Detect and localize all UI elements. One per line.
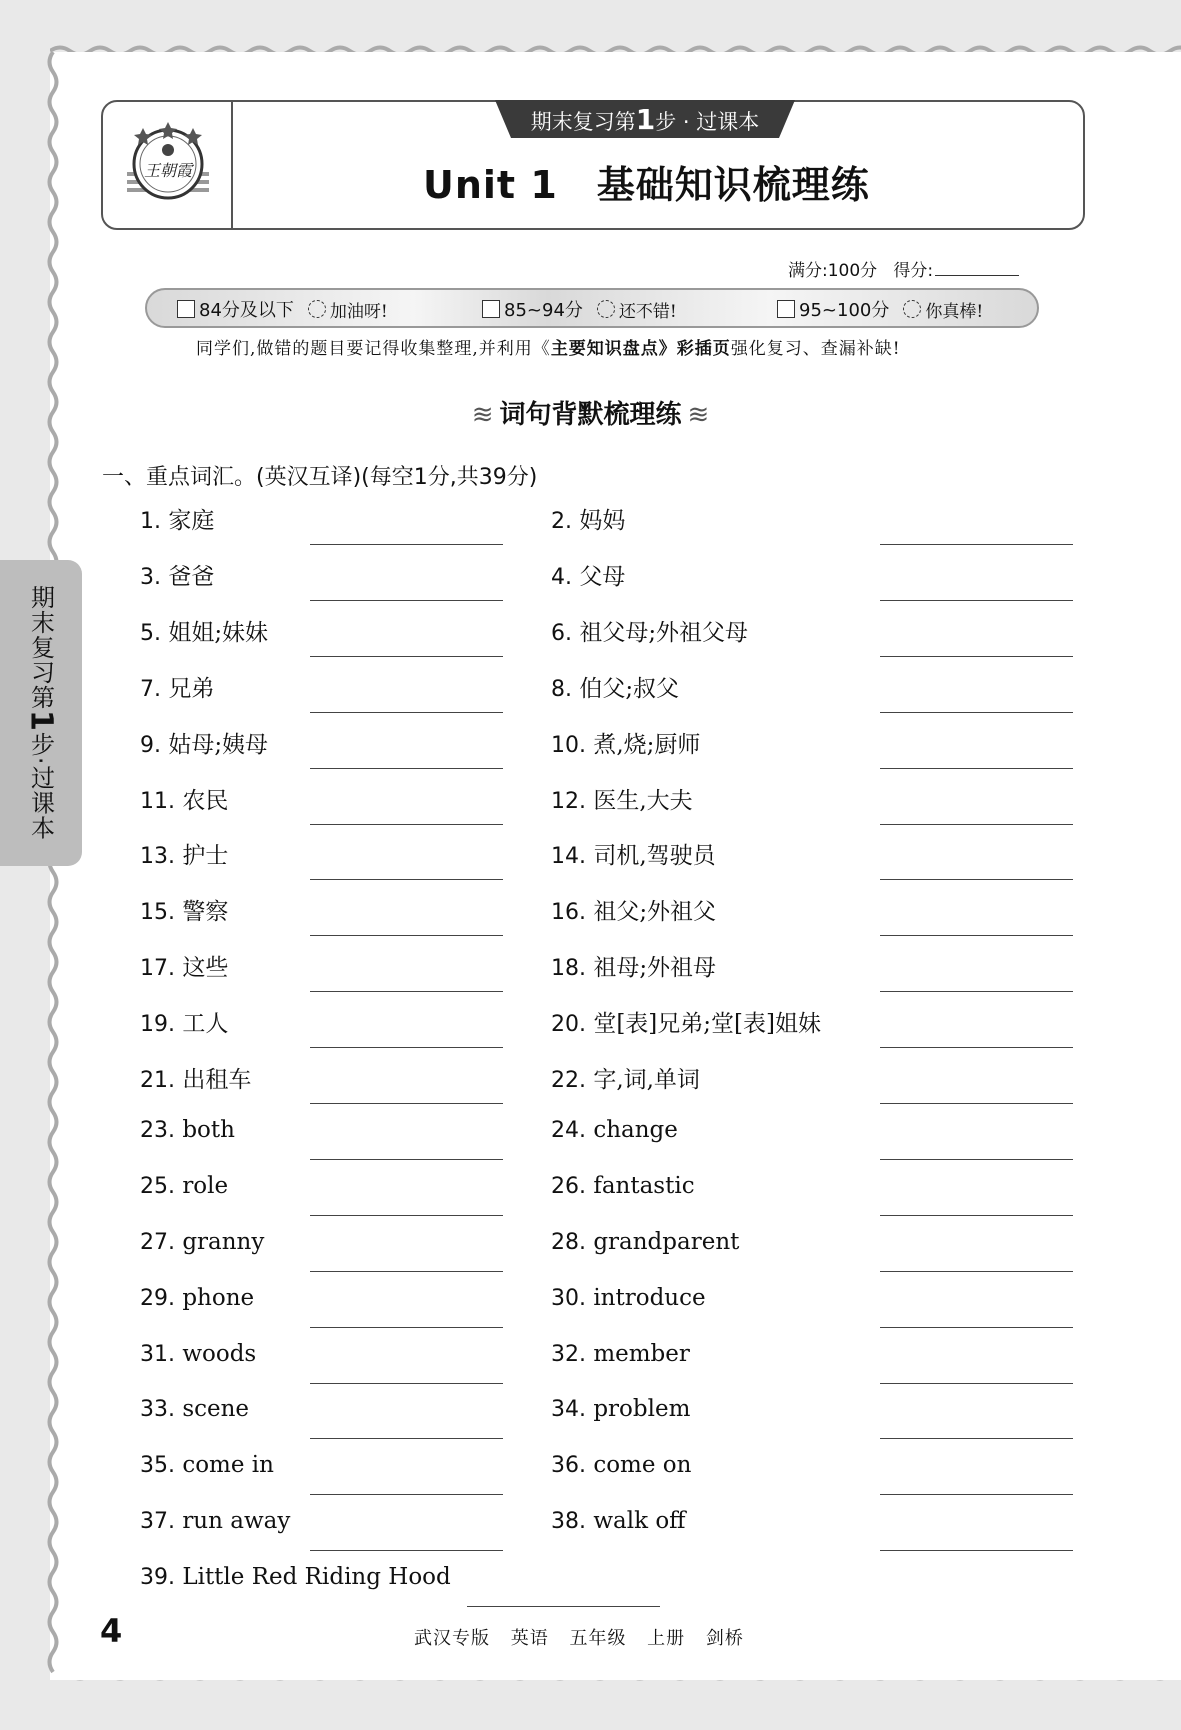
vocab-item bbox=[551, 1061, 700, 1094]
side-tab-pre: 期末复习第 bbox=[26, 585, 55, 711]
grade-mid-range: 85~94分 bbox=[504, 300, 583, 321]
vocab-item bbox=[551, 782, 693, 815]
answer-blank[interactable] bbox=[310, 824, 503, 825]
answer-blank[interactable] bbox=[880, 768, 1073, 769]
item-text: come on bbox=[593, 1452, 692, 1479]
grade-high-range: 95~100分 bbox=[799, 300, 890, 321]
item-text: role bbox=[182, 1172, 229, 1199]
vocab-item bbox=[551, 1341, 690, 1367]
answer-blank[interactable] bbox=[310, 1383, 503, 1384]
vocab-item bbox=[551, 670, 679, 703]
answer-blank[interactable] bbox=[880, 1494, 1073, 1495]
answer-blank[interactable] bbox=[310, 1271, 503, 1272]
score-label: 得分: bbox=[893, 261, 934, 281]
answer-blank[interactable] bbox=[880, 544, 1073, 545]
answer-blank[interactable] bbox=[310, 1215, 503, 1216]
vocab-item bbox=[140, 1285, 254, 1311]
brand-logo-icon bbox=[123, 120, 213, 210]
answer-blank[interactable] bbox=[880, 1550, 1073, 1551]
item-text: problem bbox=[593, 1396, 691, 1423]
item-number: 36. bbox=[551, 1453, 586, 1479]
vocab-item bbox=[551, 1508, 686, 1534]
footer-text: 武汉专版 英语 五年级 上册 剑桥 bbox=[414, 1628, 744, 1649]
vocab-item bbox=[140, 1173, 228, 1199]
answer-blank[interactable] bbox=[310, 1159, 503, 1160]
item-text: introduce bbox=[593, 1284, 706, 1311]
item-number: 5. bbox=[140, 620, 161, 646]
item-number: 9. bbox=[140, 732, 161, 758]
vocab-item bbox=[140, 558, 214, 591]
answer-blank[interactable] bbox=[467, 1606, 660, 1607]
vocab-item bbox=[140, 1564, 451, 1590]
item-number: 10. bbox=[551, 732, 586, 758]
answer-blank[interactable] bbox=[880, 1383, 1073, 1384]
grade-mid bbox=[482, 296, 677, 322]
item-number: 35. bbox=[140, 1453, 175, 1479]
item-number: 25. bbox=[140, 1173, 175, 1199]
notice-text: 同学们,做错的题目要记得收集整理,并利用《主要知识盘点》彩插页强化复习、查漏补缺! bbox=[196, 339, 901, 359]
wave-deco-icon: ≋ bbox=[687, 400, 710, 430]
section-title: ≋ 词句背默梳理练 ≋ bbox=[471, 400, 710, 430]
grade-mid-cheer: 还不错! bbox=[618, 301, 677, 322]
vocab-item bbox=[140, 1229, 264, 1255]
item-number: 14. bbox=[551, 844, 586, 870]
item-text: 堂[表]兄弟;堂[表]姐妹 bbox=[593, 1011, 821, 1038]
answer-blank[interactable] bbox=[880, 1047, 1073, 1048]
answer-blank[interactable] bbox=[880, 879, 1073, 880]
item-text: 医生,大夫 bbox=[593, 787, 693, 814]
item-text: 农民 bbox=[182, 787, 229, 814]
item-number: 1. bbox=[140, 509, 161, 534]
item-number: 8. bbox=[551, 676, 572, 702]
item-number: 21. bbox=[140, 1068, 175, 1093]
item-number: 39. bbox=[140, 1565, 175, 1591]
item-text: 姑母;姨母 bbox=[168, 731, 269, 758]
vocab-item bbox=[551, 1396, 690, 1422]
answer-blank[interactable] bbox=[880, 600, 1073, 601]
item-text: 伯父;叔父 bbox=[579, 675, 680, 702]
answer-blank[interactable] bbox=[310, 768, 503, 769]
full-score-label: 满分:100分 bbox=[788, 261, 878, 281]
vocab-item bbox=[551, 949, 716, 982]
vocab-item bbox=[140, 1452, 274, 1478]
vocab-item bbox=[551, 614, 748, 647]
item-text: 祖父;外祖父 bbox=[593, 899, 717, 926]
vocab-item bbox=[140, 893, 228, 926]
side-tab-num: 1 bbox=[23, 710, 59, 733]
grade-high bbox=[777, 296, 983, 322]
vocab-item bbox=[551, 837, 716, 870]
item-text: member bbox=[593, 1340, 690, 1367]
face-icon bbox=[308, 300, 326, 318]
item-number: 3. bbox=[140, 564, 161, 590]
answer-blank[interactable] bbox=[880, 1271, 1073, 1272]
item-text: 煮,烧;厨师 bbox=[593, 731, 701, 758]
item-number: 19. bbox=[140, 1012, 175, 1038]
vocab-item bbox=[551, 1452, 691, 1478]
answer-blank[interactable] bbox=[880, 1327, 1073, 1328]
item-text: Little Red Riding Hood bbox=[182, 1564, 451, 1591]
item-number: 20. bbox=[551, 1012, 586, 1038]
item-number: 28. bbox=[551, 1229, 586, 1255]
vocab-item bbox=[551, 1229, 739, 1255]
item-text: 警察 bbox=[182, 899, 229, 926]
grade-mid-checkbox[interactable] bbox=[482, 300, 500, 318]
wave-deco-icon: ≋ bbox=[471, 400, 494, 430]
answer-blank[interactable] bbox=[310, 712, 503, 713]
vocab-item bbox=[551, 1173, 695, 1199]
left-wavy-border bbox=[46, 52, 60, 1680]
item-number: 32. bbox=[551, 1341, 586, 1367]
answer-blank[interactable] bbox=[880, 712, 1073, 713]
answer-blank[interactable] bbox=[310, 1103, 503, 1104]
item-number: 18. bbox=[551, 956, 586, 982]
item-text: both bbox=[182, 1116, 235, 1143]
grade-low-cheer: 加油呀! bbox=[329, 301, 388, 322]
grade-low bbox=[177, 296, 388, 322]
item-number: 4. bbox=[551, 564, 572, 590]
item-text: 父母 bbox=[579, 563, 626, 590]
face-icon bbox=[903, 300, 921, 318]
item-number: 7. bbox=[140, 676, 161, 702]
answer-blank[interactable] bbox=[880, 824, 1073, 825]
side-tab-post: 步·过课本 bbox=[26, 732, 55, 841]
item-text: 工人 bbox=[182, 1011, 229, 1038]
vocab-item bbox=[140, 1061, 251, 1094]
score-line bbox=[788, 256, 1019, 281]
answer-blank[interactable] bbox=[880, 935, 1073, 936]
item-number: 24. bbox=[551, 1117, 586, 1143]
answer-blank[interactable] bbox=[310, 1550, 503, 1551]
item-number: 2. bbox=[551, 509, 572, 534]
vocab-item bbox=[140, 670, 214, 703]
item-text: 这些 bbox=[182, 955, 229, 982]
answer-blank[interactable] bbox=[880, 656, 1073, 657]
logo-area bbox=[103, 102, 233, 228]
vocab-item bbox=[551, 1285, 706, 1311]
unit-header bbox=[101, 100, 1085, 230]
answer-blank[interactable] bbox=[310, 879, 503, 880]
answer-blank[interactable] bbox=[310, 656, 503, 657]
vocab-item bbox=[551, 1005, 821, 1038]
item-text: grandparent bbox=[593, 1228, 740, 1255]
vocab-item bbox=[140, 1396, 249, 1422]
answer-blank[interactable] bbox=[310, 1327, 503, 1328]
vocab-item bbox=[140, 949, 228, 982]
item-number: 17. bbox=[140, 956, 175, 982]
item-text: 祖母;外祖母 bbox=[593, 955, 717, 982]
item-number: 27. bbox=[140, 1229, 175, 1255]
item-text: 字,词,单词 bbox=[593, 1067, 700, 1093]
item-number: 11. bbox=[140, 788, 175, 814]
vocab-item bbox=[140, 1508, 290, 1534]
item-text: 祖父母;外祖父母 bbox=[579, 619, 749, 646]
item-text: fantastic bbox=[593, 1172, 695, 1199]
face-icon bbox=[597, 300, 615, 318]
page-number: 4 bbox=[100, 1612, 123, 1650]
side-chapter-tab bbox=[0, 560, 82, 866]
item-text: 司机,驾驶员 bbox=[593, 843, 716, 870]
answer-blank[interactable] bbox=[880, 1103, 1073, 1104]
score-blank[interactable] bbox=[935, 275, 1019, 276]
vocab-item bbox=[140, 782, 228, 815]
grade-bar bbox=[145, 288, 1039, 328]
grade-low-range: 84分及以下 bbox=[199, 300, 294, 321]
vocab-item bbox=[140, 1117, 235, 1143]
item-text: come in bbox=[182, 1452, 274, 1479]
item-text: 兄弟 bbox=[168, 675, 215, 702]
item-number: 22. bbox=[551, 1068, 586, 1093]
vocab-item bbox=[551, 558, 625, 591]
vocab-item bbox=[551, 502, 625, 535]
item-text: granny bbox=[182, 1228, 265, 1255]
grade-high-cheer: 你真棒! bbox=[925, 301, 984, 322]
answer-blank[interactable] bbox=[310, 600, 503, 601]
item-number: 16. bbox=[551, 900, 586, 926]
vocab-item bbox=[551, 893, 716, 926]
grade-low-checkbox[interactable] bbox=[177, 300, 195, 318]
item-number: 31. bbox=[140, 1341, 175, 1367]
answer-blank[interactable] bbox=[310, 991, 503, 992]
vocab-item bbox=[140, 1005, 228, 1038]
item-number: 29. bbox=[140, 1285, 175, 1311]
vocab-item bbox=[140, 614, 268, 647]
ribbon-label: 期末复习第1步 · 过课本 bbox=[530, 103, 760, 136]
item-text: 爸爸 bbox=[168, 563, 215, 590]
item-text: scene bbox=[182, 1396, 250, 1423]
item-text: 姐姐;妹妹 bbox=[168, 619, 269, 646]
item-number: 30. bbox=[551, 1285, 586, 1311]
item-text: woods bbox=[182, 1340, 257, 1367]
svg-text:王朝霞: 王朝霞 bbox=[143, 161, 193, 180]
page-title: Unit 1 基础知识梳理练 bbox=[423, 163, 870, 207]
grade-high-checkbox[interactable] bbox=[777, 300, 795, 318]
vocab-item bbox=[140, 502, 214, 535]
item-number: 6. bbox=[551, 620, 572, 646]
answer-blank[interactable] bbox=[880, 991, 1073, 992]
vocab-item bbox=[551, 726, 700, 759]
item-number: 38. bbox=[551, 1509, 586, 1535]
answer-blank[interactable] bbox=[310, 544, 503, 545]
item-text: phone bbox=[182, 1284, 255, 1311]
item-number: 12. bbox=[551, 788, 586, 814]
item-text: 护士 bbox=[182, 843, 229, 870]
item-number: 15. bbox=[140, 900, 175, 926]
vocab-item bbox=[140, 837, 228, 870]
answer-blank[interactable] bbox=[310, 1438, 503, 1439]
vocab-item bbox=[140, 1341, 256, 1367]
answer-blank[interactable] bbox=[880, 1159, 1073, 1160]
item-text: change bbox=[593, 1116, 678, 1143]
item-text: 妈妈 bbox=[579, 508, 626, 534]
item-number: 37. bbox=[140, 1509, 175, 1535]
answer-blank[interactable] bbox=[880, 1215, 1073, 1216]
vocab-item bbox=[551, 1117, 678, 1143]
item-text: walk off bbox=[593, 1508, 686, 1535]
item-number: 13. bbox=[140, 844, 175, 870]
item-number: 34. bbox=[551, 1397, 586, 1423]
item-number: 33. bbox=[140, 1397, 175, 1423]
item-text: 出租车 bbox=[182, 1067, 252, 1093]
part1-title: 一、重点词汇。(英汉互译)(每空1分,共39分) bbox=[102, 465, 538, 490]
answer-blank[interactable] bbox=[880, 1438, 1073, 1439]
answer-blank[interactable] bbox=[310, 1494, 503, 1495]
answer-blank[interactable] bbox=[310, 935, 503, 936]
vocab-item bbox=[140, 726, 268, 759]
item-number: 23. bbox=[140, 1117, 175, 1143]
item-number: 26. bbox=[551, 1173, 586, 1199]
item-text: 家庭 bbox=[168, 508, 215, 534]
answer-blank[interactable] bbox=[310, 1047, 503, 1048]
item-text: run away bbox=[182, 1508, 291, 1535]
